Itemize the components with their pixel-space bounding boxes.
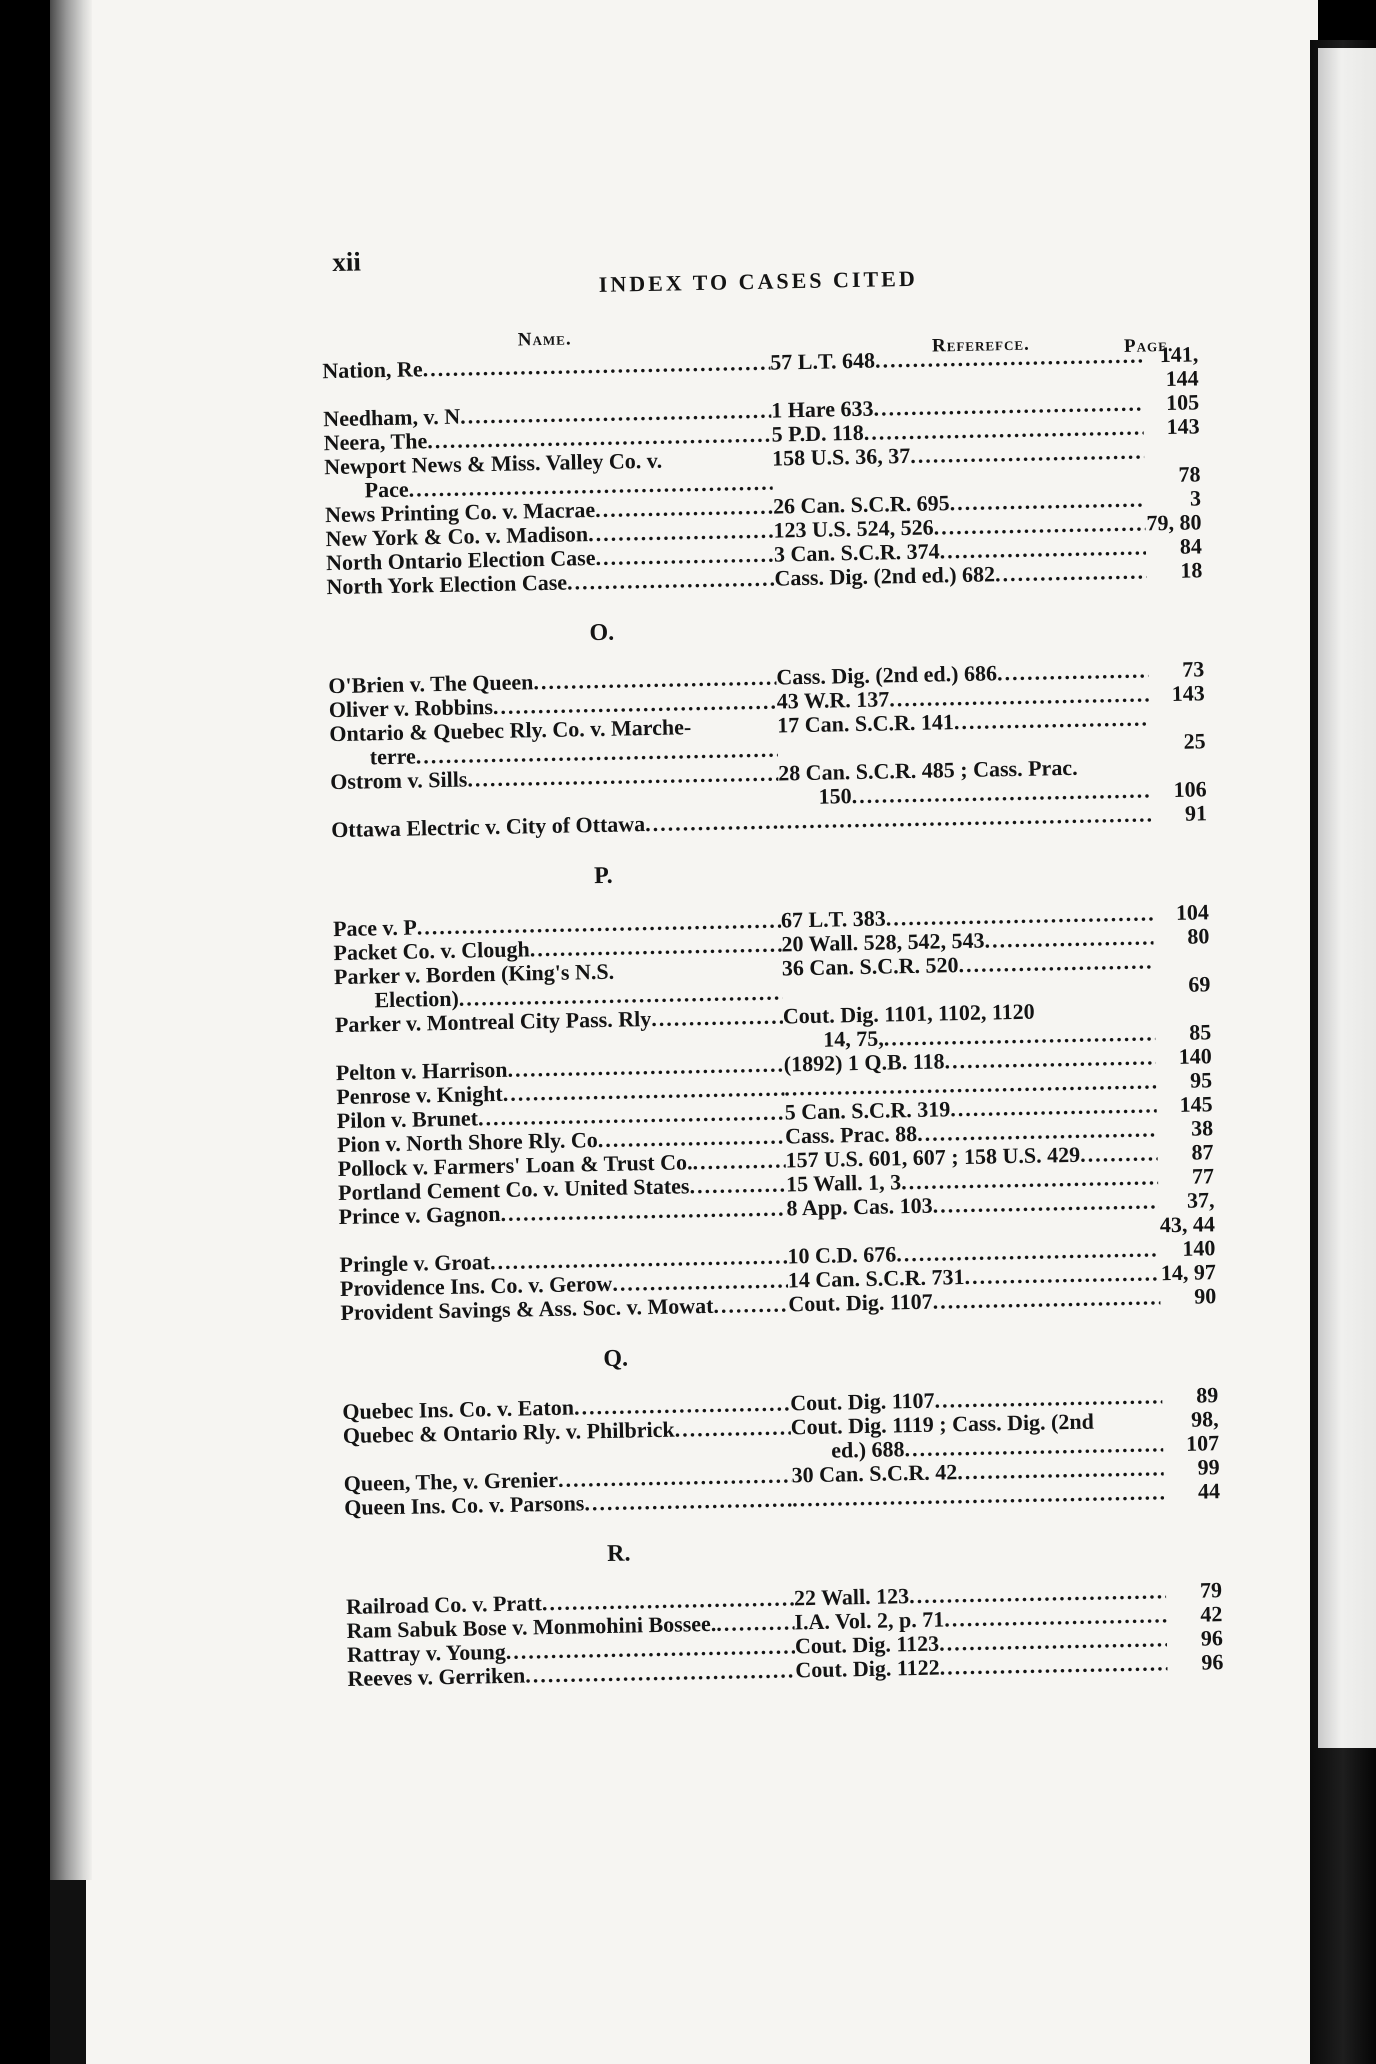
case-name: Quebec & Ontario Rly. v. Philbrick (342, 1416, 675, 1449)
case-reference: 17 Can. S.C.R. 141 (777, 709, 955, 738)
column-header-name: Name. (517, 328, 572, 351)
case-name-cell (334, 956, 783, 1013)
index-section (322, 342, 1226, 599)
case-reference: 22 Wall. 123 (793, 1583, 910, 1611)
case-name: New York & Co. v. Madison (325, 521, 589, 552)
index-section (332, 851, 1241, 1325)
page-number: 79, 80 (1146, 509, 1202, 536)
case-name: Oliver v. Robbins (328, 694, 494, 723)
reference-cell (774, 559, 1146, 590)
index-section (341, 1334, 1244, 1520)
case-name: Packet Co. v. Clough (333, 936, 530, 966)
case-reference: Cass. Dig. (2nd ed.) 686 (776, 660, 998, 690)
reference-cell (770, 343, 1142, 374)
case-name: Prince v. Gagnon (338, 1200, 501, 1230)
page-number: 38 (1190, 1115, 1214, 1141)
case-name: Penrose v. Knight (336, 1080, 503, 1110)
case-reference: 67 L.T. 383 (780, 905, 886, 933)
case-name: News Printing Co. v. Macrae (324, 497, 596, 528)
case-reference: 14 Can. S.C.R. 731 (787, 1264, 965, 1293)
case-reference: 15 Wall. 1, 3 (785, 1169, 902, 1197)
page-number: 79 (1199, 1577, 1223, 1603)
page-number: 80 (1187, 923, 1210, 949)
section-letter: O. (589, 619, 615, 647)
page-number: 25 (1183, 728, 1206, 754)
page-number: 84 (1179, 533, 1203, 559)
case-reference: 57 L.T. 648 (770, 347, 876, 375)
case-name: Pringle v. Groat (339, 1249, 491, 1278)
page-number: 90 (1194, 1283, 1217, 1309)
case-name-continuation: Election) (374, 985, 460, 1013)
case-reference: 5 P.D. 118 (771, 419, 864, 447)
case-reference: (1892) 1 Q.B. 118 (783, 1048, 945, 1077)
page-number: 98, 107 (1185, 1406, 1220, 1456)
index-section (327, 608, 1231, 842)
case-name: Queen, The, v. Grenier (343, 1466, 559, 1497)
column-header-reference: Referefce. (931, 333, 1031, 357)
page-number: 3 (1189, 485, 1202, 511)
case-name: Railroad Co. v. Pratt (345, 1590, 543, 1619)
reference-cell (777, 706, 1149, 737)
index-section (345, 1529, 1248, 1691)
case-reference: 158 U.S. 36, 37 (771, 442, 911, 471)
case-name: Provident Savings & Ass. Soc. v. Mowat (340, 1292, 714, 1326)
case-name: Ontario & Quebec Rly. Co. v. Marche- (329, 714, 692, 747)
page-number: 37, 43, 44 (1159, 1187, 1216, 1238)
reference-cell (788, 1285, 1160, 1316)
case-name: Neera, The (323, 428, 428, 456)
page-number: 87 (1191, 1139, 1214, 1165)
reference-cell (786, 1189, 1158, 1220)
case-name: Reeves v. Gerriken (347, 1662, 526, 1691)
page-number: 69 (1188, 971, 1211, 997)
case-index (322, 342, 1247, 1691)
reference-cell (791, 1408, 1164, 1463)
page-number: 106 (1173, 776, 1207, 802)
case-name: Quebec Ins. Co. v. Eaton (342, 1394, 575, 1425)
case-reference-continuation: ed.) 688 (830, 1436, 905, 1463)
case-name: Pollock v. Farmers' Loan & Trust Co. (337, 1149, 693, 1182)
right-page-sheet (1318, 48, 1376, 1748)
case-reference: Cout. Dig. 1123 (794, 1630, 940, 1659)
column-header-page: Page. (1123, 334, 1174, 357)
page-number: 77 (1191, 1163, 1215, 1189)
case-name: Nation, Re (322, 356, 423, 384)
case-reference: 5 Can. S.C.R. 319 (784, 1096, 951, 1125)
case-reference: 26 Can. S.C.R. 695 (772, 490, 950, 519)
case-reference: 28 Can. S.C.R. 485 ; Cass. Prac. (777, 754, 1078, 786)
case-name-cell (329, 714, 778, 771)
section-letter: R. (606, 1540, 631, 1567)
page-number: 96 (1200, 1625, 1224, 1651)
case-reference: Cout. Dig. 1122 (795, 1654, 940, 1683)
case-name: Pion v. North Shore Rly. Co (336, 1127, 598, 1158)
page-number: 73 (1182, 656, 1205, 682)
page-number: 145 (1179, 1091, 1213, 1117)
page-number: 104 (1175, 899, 1210, 925)
page-number: 99 (1197, 1454, 1220, 1480)
page-number: 141, 144 (1159, 341, 1199, 392)
case-reference: 123 U.S. 524, 526 (773, 514, 934, 543)
reference-cell (772, 439, 1144, 470)
case-name: Rattray v. Young (346, 1638, 506, 1667)
case-name: North York Election Case (326, 569, 568, 600)
case-name: Portland Cement Co. v. United States (337, 1173, 690, 1206)
page-number: 140 (1182, 1235, 1216, 1261)
case-reference: 3 Can. S.C.R. 374 (773, 538, 940, 567)
page-number: 14, 97 (1160, 1259, 1217, 1286)
case-reference: Cout. Dig. 1119 ; Cass. Dig. (2nd (790, 1408, 1095, 1440)
case-name: Ostrom v. Sills (330, 766, 468, 795)
page-number: 85 (1188, 1019, 1212, 1045)
reference-cell (782, 949, 1154, 980)
running-title: INDEX TO CASES CITED (598, 265, 918, 297)
case-reference: 20 Wall. 528, 542, 543 (781, 927, 985, 957)
page-number: 105 (1165, 389, 1200, 416)
book-gutter (50, 0, 92, 1880)
case-name-cell (324, 447, 773, 504)
case-reference: Cass. Prac. 88 (784, 1120, 918, 1149)
case-name: Pelton v. Harrison (335, 1056, 508, 1086)
case-reference: I.A. Vol. 2, p. 71 (794, 1606, 945, 1635)
case-reference: 30 Can. S.C.R. 42 (791, 1459, 958, 1488)
case-reference-continuation: 150 (818, 783, 852, 809)
case-name-continuation: terre (369, 743, 417, 770)
page-number: 95 (1189, 1067, 1213, 1093)
case-reference: Cass. Dig. (2nd ed.) 682 (774, 561, 996, 591)
page-number: 78 (1178, 461, 1201, 487)
case-name: Newport News & Miss. Valley Co. v. (323, 447, 663, 480)
gutter-shadow (50, 1880, 86, 2064)
case-reference: Cout. Dig. 1107 (790, 1387, 935, 1416)
page-number: 91 (1184, 800, 1208, 826)
page-number: 143 (1166, 413, 1200, 440)
case-name: Providence Ins. Co. v. Gerow (339, 1270, 613, 1302)
page-number: 44 (1197, 1478, 1221, 1504)
case-reference: Cout. Dig. 1107 (788, 1288, 933, 1317)
case-name: Ram Sabuk Bose v. Monmohini Bossee. (346, 1610, 717, 1643)
case-name: Needham, v. N (323, 403, 461, 432)
section-letter: Q. (603, 1345, 629, 1372)
case-name: Pilon v. Brunet (336, 1105, 479, 1134)
case-name: Parker v. Borden (King's N.S. (333, 958, 615, 990)
reference-cell (783, 997, 1156, 1052)
case-name: North Ontario Election Case (325, 545, 596, 576)
case-reference-continuation: 14, 75, (823, 1025, 885, 1052)
page-number: 42 (1200, 1601, 1223, 1627)
case-reference: Cout. Dig. 1101, 1102, 1120 (782, 998, 1035, 1029)
page-number: 140 (1178, 1043, 1212, 1069)
case-name: Queen Ins. Co. v. Parsons (343, 1490, 585, 1520)
section-letter: P. (593, 862, 613, 890)
folio-number: xii (331, 246, 362, 277)
reference-cell (778, 754, 1151, 809)
case-reference: 36 Can. S.C.R. 520 (781, 952, 959, 981)
page-number: 18 (1180, 557, 1203, 583)
case-name: Parker v. Montreal City Pass. Rly (334, 1006, 652, 1038)
case-name: O'Brien v. The Queen (328, 669, 534, 699)
case-name: Pace v. P (332, 914, 418, 942)
case-reference: 1 Hare 633 (770, 395, 874, 423)
page-number: 89 (1195, 1382, 1219, 1408)
page-number: 143 (1171, 680, 1205, 706)
page-number: 96 (1201, 1649, 1224, 1675)
case-reference: 10 C.D. 676 (787, 1241, 897, 1269)
case-reference: 8 App. Cas. 103 (786, 1192, 933, 1221)
case-name: Ottawa Electric v. City of Ottawa (330, 811, 646, 843)
case-name-continuation: Pace (364, 476, 409, 503)
case-reference: 43 W.R. 137 (776, 686, 890, 714)
case-reference: 157 U.S. 601, 607 ; 158 U.S. 429 (785, 1141, 1081, 1173)
